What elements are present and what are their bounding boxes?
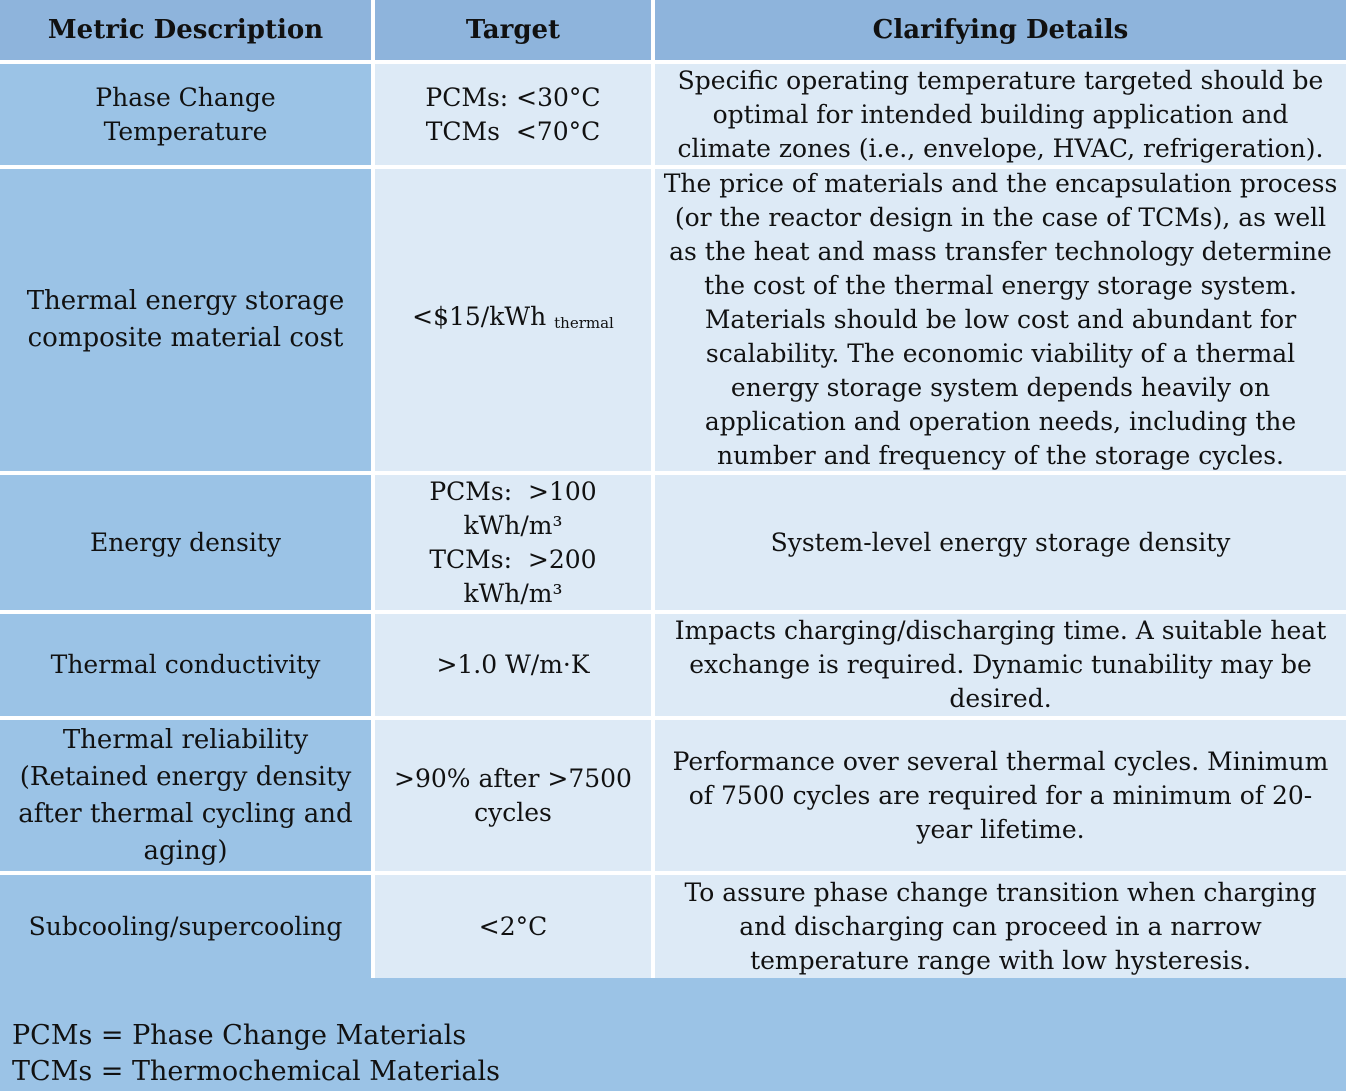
header-metric-description: Metric Description: [0, 0, 375, 60]
target-cell: [375, 720, 655, 871]
target-line: PCMs: <30°C: [425, 82, 601, 112]
metric-text: Energy density: [89, 527, 282, 557]
target-line: TCMs <70°C: [425, 116, 601, 146]
target-value: <$15/kWh: [412, 302, 547, 331]
details-cell: [655, 169, 1346, 471]
details-cell: [655, 720, 1346, 871]
metric-text: Thermal energy storage composite material cost: [26, 286, 345, 353]
metric-cell: [0, 169, 375, 471]
footer-pcm-definition: PCMs = Phase Change Materials: [12, 1020, 467, 1051]
details-cell: [655, 614, 1346, 716]
metric-text: Thermal conductivity: [50, 650, 321, 679]
header-clarifying-details: Clarifying Details: [655, 0, 1346, 60]
table-row: [0, 64, 1346, 169]
details-text: The price of materials and the encapsulation process (or the reactor design in the case of TCMs), as well as the heat and mass transfer technology determine the cost of the thermal energy storage system. Materials should be low cost and abundant for scalability. The economic viability of a thermal energy storage system depends heavily on application and operation needs, including the number and frequency of the storage cycles.: [663, 169, 1338, 470]
metric-cell: [0, 475, 375, 610]
abbreviations-footer: [0, 978, 1346, 1091]
target-cell: [375, 875, 655, 979]
metric-text: Phase Change Temperature: [95, 82, 276, 146]
metric-cell: [0, 875, 375, 979]
details-text: Impacts charging/discharging time. A suitable heat exchange is required. Dynamic tunability may be desired.: [674, 616, 1327, 713]
metric-cell: [0, 614, 375, 716]
target-cell: [375, 475, 655, 610]
target-line: kWh/m³: [463, 510, 563, 540]
footer-tcm-definition: TCMs = Thermochemical Materials: [12, 1056, 500, 1087]
table-row: [0, 169, 1346, 475]
header-target: Target: [375, 0, 655, 60]
table-row: [0, 475, 1346, 614]
metric-cell: [0, 64, 375, 165]
metric-text: Subcooling/supercooling: [28, 912, 343, 941]
details-text: To assure phase change transition when charging and discharging can proceed in a narrow temperature range with low hysteresis.: [684, 878, 1317, 975]
target-value: >90% after >7500 cycles: [394, 763, 632, 827]
target-cell: [375, 169, 655, 471]
target-line: kWh/m³: [463, 578, 563, 608]
table-row: [0, 875, 1346, 979]
target-cell: [375, 614, 655, 716]
details-text: Performance over several thermal cycles. Minimum of 7500 cycles are required for a minimum of 20-year lifetime.: [672, 746, 1329, 844]
target-value: <2°C: [478, 912, 548, 941]
details-text: System-level energy storage density: [770, 527, 1231, 557]
table-header-row: [0, 0, 1346, 64]
target-line: PCMs: >100: [429, 476, 597, 506]
details-cell: [655, 875, 1346, 979]
metric-text: Thermal reliability (Retained energy density after thermal cycling and aging): [18, 724, 353, 866]
target-cell: [375, 64, 655, 165]
target-unit-subscript: thermal: [554, 314, 614, 332]
table-row: [0, 720, 1346, 875]
details-cell: [655, 64, 1346, 165]
details-cell: [655, 475, 1346, 610]
details-text: Specific operating temperature targeted should be optimal for intended building application and climate zones (i.e., envelope, HVAC, refrigeration).: [677, 65, 1324, 163]
target-line: TCMs: >200: [429, 544, 597, 574]
target-value: >1.0 W/m·K: [436, 650, 590, 679]
metric-cell: [0, 720, 375, 871]
table-row: [0, 614, 1346, 720]
